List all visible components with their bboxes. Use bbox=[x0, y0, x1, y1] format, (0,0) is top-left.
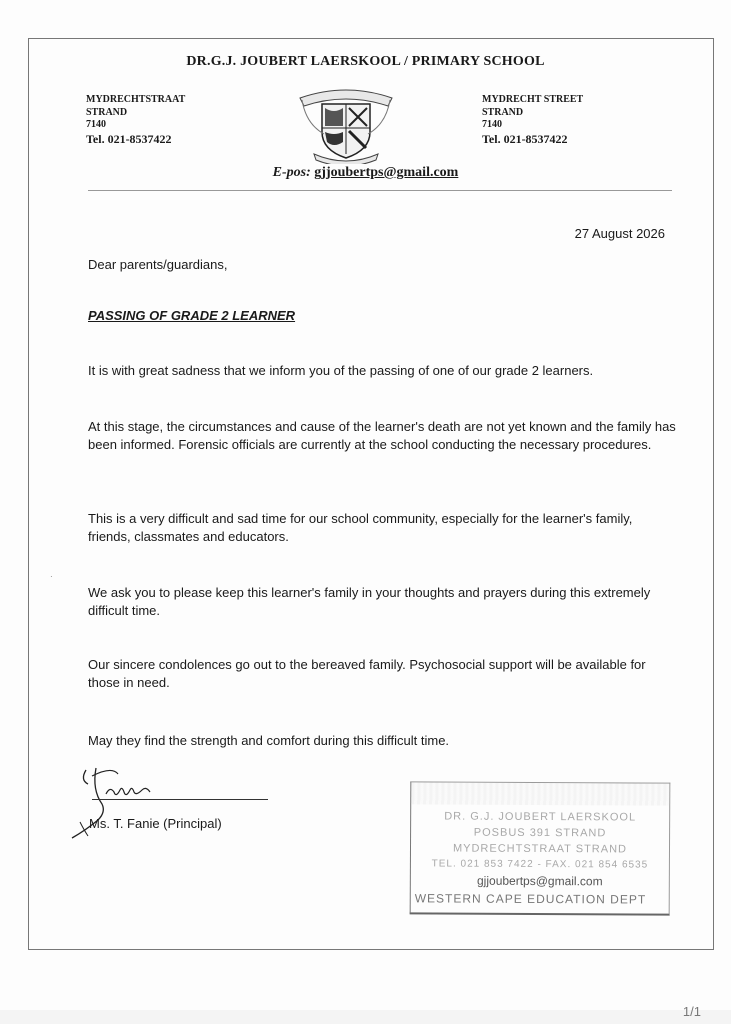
stamp-faded-band bbox=[411, 782, 669, 805]
paragraph: At this stage, the circumstances and cause of the learner's death are not yet known and the family has been informed. Forensic officials are currently at the school conducting the necessary procedures. bbox=[88, 419, 676, 452]
address-tel: Tel. 021-8537422 bbox=[86, 131, 172, 146]
address-code: 7140 bbox=[482, 119, 502, 130]
header-divider bbox=[88, 190, 672, 191]
letter-date: 27 August 2026 bbox=[574, 226, 665, 241]
paragraph: It is with great sadness that we inform you of the passing of one of our grade 2 learners. bbox=[88, 363, 594, 378]
paragraph: Our sincere condolences go out to the bereaved family. Psychosocial support will be available for those in need. bbox=[88, 657, 646, 690]
email-line bbox=[0, 165, 731, 181]
email-link[interactable]: gjjoubertps@gmail.com bbox=[314, 165, 459, 180]
letter-heading: PASSING OF GRADE 2 LEARNER bbox=[88, 308, 296, 323]
address-english bbox=[482, 94, 583, 145]
stamp-line: TEL. 021 853 7422 - FAX. 021 854 6535 bbox=[431, 858, 649, 871]
greeting: Dear parents/guardians, bbox=[88, 257, 228, 272]
address-town: STRAND bbox=[86, 106, 128, 118]
school-name: DR.G.J. JOUBERT LAERSKOOL / PRIMARY SCHOOL bbox=[186, 54, 545, 69]
stamp-line: DR. G.J. JOUBERT LAERSKOOL bbox=[444, 810, 637, 824]
stamp-line: MYDRECHTSTRAAT STRAND bbox=[452, 842, 628, 856]
address-street: MYDRECHT STREET bbox=[482, 94, 584, 105]
address-afrikaans bbox=[86, 94, 185, 145]
paragraph: We ask you to please keep this learner's family in your thoughts and prayers during this extremely difficult time. bbox=[88, 585, 651, 618]
address-street: MYDRECHTSTRAAT bbox=[86, 94, 186, 105]
paragraph: May they find the strength and comfort during this difficult time. bbox=[88, 733, 450, 748]
stamp-line: POSBUS 391 STRAND bbox=[473, 826, 607, 840]
address-tel: Tel. 021-8537422 bbox=[482, 131, 568, 146]
page-indicator: 1/1 bbox=[682, 1004, 701, 1019]
school-stamp bbox=[410, 781, 671, 915]
signer-name: Ms. T. Fanie (Principal) bbox=[89, 816, 222, 831]
stamp-line: gjjoubertps@gmail.com bbox=[476, 873, 603, 889]
address-town: STRAND bbox=[482, 106, 524, 118]
address-code: 7140 bbox=[86, 119, 106, 130]
school-crest-logo bbox=[294, 84, 398, 164]
scan-speck: · bbox=[50, 572, 53, 581]
email-label: E-pos: bbox=[272, 165, 311, 180]
paragraph: This is a very difficult and sad time for our school community, especially for the learner's family, friends, classmates and educators. bbox=[88, 511, 633, 544]
signature-line bbox=[92, 799, 268, 800]
stamp-line: WESTERN CAPE EDUCATION DEPT bbox=[414, 891, 647, 907]
